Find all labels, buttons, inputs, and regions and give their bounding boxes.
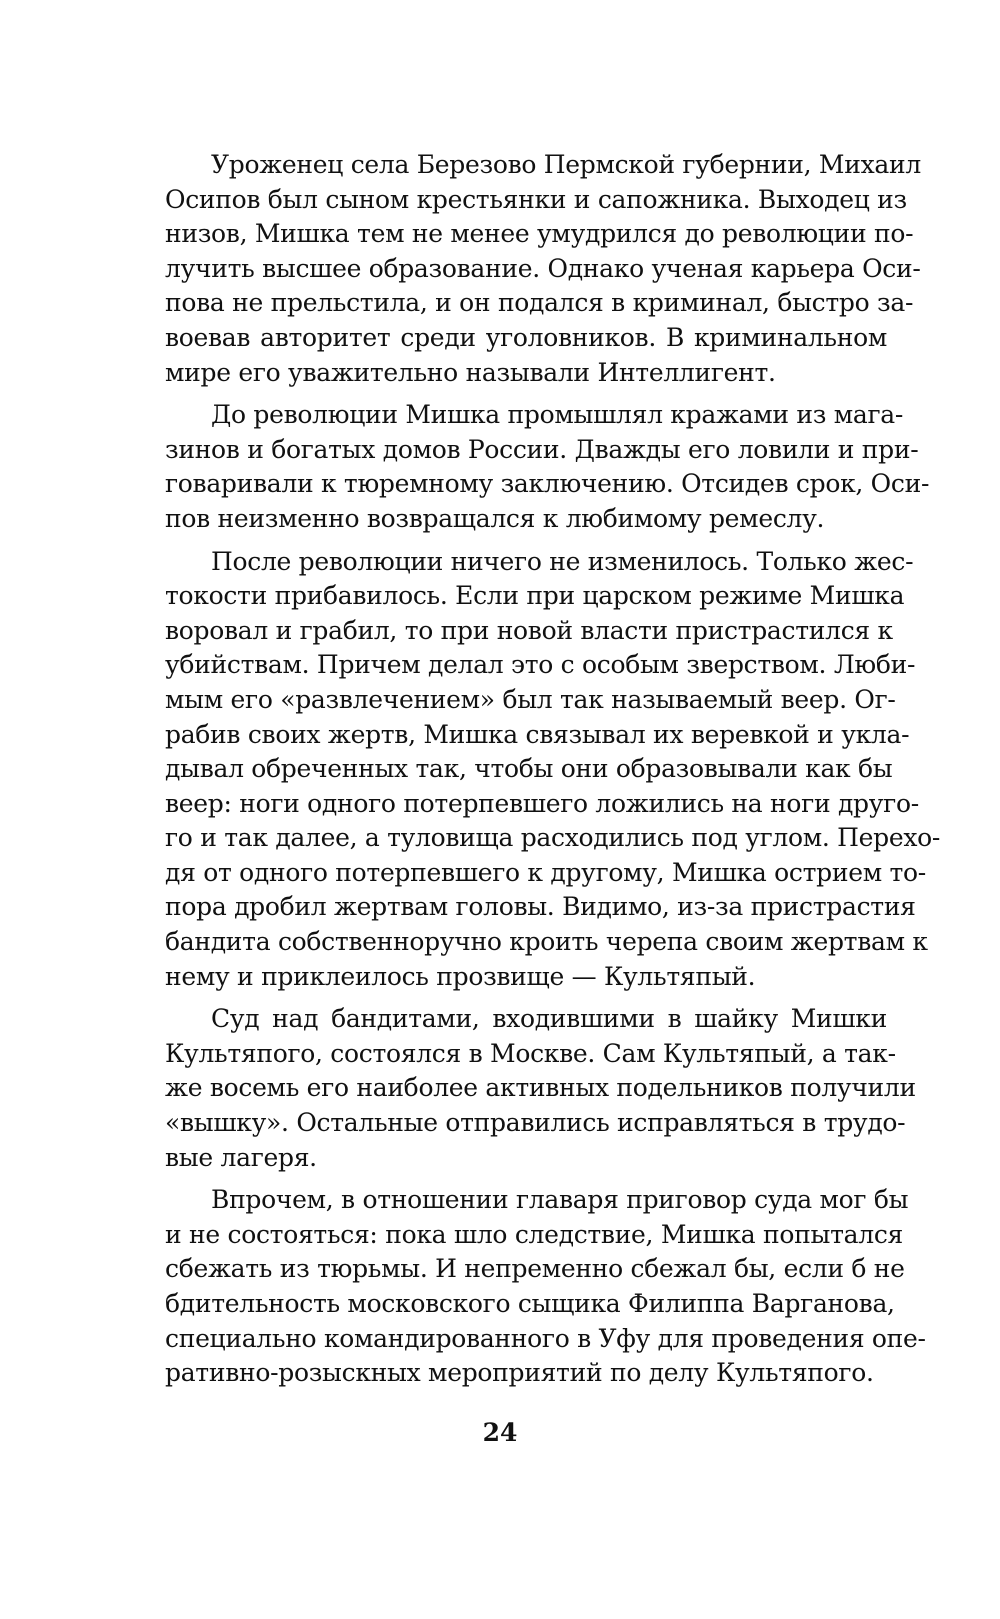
text-line: Суд над бандитами, входившими в шайку Мишки xyxy=(211,1004,887,1034)
text-line: токости прибавилось. Если при царском режиме Мишка xyxy=(165,581,905,611)
text-line: убийствам. Причем делал это с особым зверством. Люби- xyxy=(165,650,916,680)
text-line: веер: ноги одного потерпевшего ложились на ноги друго- xyxy=(165,788,919,818)
text-line: нему и приклеилось прозвище — Культяпый. xyxy=(165,961,756,991)
text-line: бдительность московского сыщика Филиппа Варганова, xyxy=(165,1289,895,1318)
paragraph xyxy=(165,545,941,995)
text-line: воевав авторитет среди уголовников. В криминальном xyxy=(165,322,887,352)
text-line: пов неизменно возвращался к любимому ремеслу. xyxy=(165,503,825,533)
text-line: воровал и грабил, то при новой власти пристрастился к xyxy=(165,615,893,645)
text-line: вые лагеря. xyxy=(165,1142,317,1172)
paragraph xyxy=(165,148,921,390)
text-line: пора дробил жертвам головы. Видимо, из-за пристрастия xyxy=(165,892,916,922)
text-line: бандита собственноручно кроить черепа своим жертвам к xyxy=(165,927,928,957)
text-line: го и так далее, а туловища расходились под углом. Перехо- xyxy=(165,823,941,853)
text-line: сбежать из тюрьмы. И непременно сбежал бы, если б не xyxy=(165,1254,905,1284)
text-line: мым его «развлечением» был так называемый веер. Ог- xyxy=(165,684,896,714)
text-line: специально командированного в Уфу для проведения опе- xyxy=(165,1323,926,1353)
text-line: лучить высшее образование. Однако ученая карьера Оси- xyxy=(165,253,921,283)
text-line: мире его уважительно называли Интеллигент. xyxy=(165,357,776,387)
paragraph xyxy=(165,398,930,536)
text-line: пова не прельстила, и он подался в криминал, быстро за- xyxy=(165,288,914,318)
text-line: Уроженец села Березово Пермской губернии, Михаил xyxy=(211,150,921,179)
text-line: рабив своих жертв, Мишка связывал их веревкой и укла- xyxy=(165,719,910,749)
text-line: говаривали к тюремному заключению. Отсидев срок, Оси- xyxy=(165,469,930,499)
text-line: До революции Мишка промышлял кражами из мага- xyxy=(211,400,904,430)
text-line: же восемь его наиболее активных подельников получили xyxy=(165,1073,916,1103)
text-line: дя от одного потерпевшего к другому, Мишка острием то- xyxy=(165,857,926,887)
paragraph xyxy=(165,1002,916,1175)
body-text xyxy=(165,148,941,1399)
paragraph xyxy=(165,1183,926,1391)
text-line: зинов и богатых домов России. Дважды его ловили и при- xyxy=(165,434,919,464)
text-line: Культяпого, состоялся в Москве. Сам Культяпый, а так- xyxy=(165,1038,896,1068)
text-line: и не состояться: пока шло следствие, Мишка попытался xyxy=(165,1219,903,1249)
text-line: Впрочем, в отношении главаря приговор суда мог бы xyxy=(211,1185,909,1215)
text-line: ративно-розыскных мероприятий по делу Культяпого. xyxy=(165,1358,874,1388)
text-line: После революции ничего не изменилось. Только жес- xyxy=(211,546,914,576)
text-line: «вышку». Остальные отправились исправляться в трудо- xyxy=(165,1108,906,1138)
page-number: 24 xyxy=(482,1418,518,1447)
text-line: Осипов был сыном крестьянки и сапожника. Выходец из xyxy=(165,184,907,214)
text-line: дывал обреченных так, чтобы они образовывали как бы xyxy=(165,754,893,784)
text-line: низов, Мишка тем не менее умудрился до революции по- xyxy=(165,219,914,249)
